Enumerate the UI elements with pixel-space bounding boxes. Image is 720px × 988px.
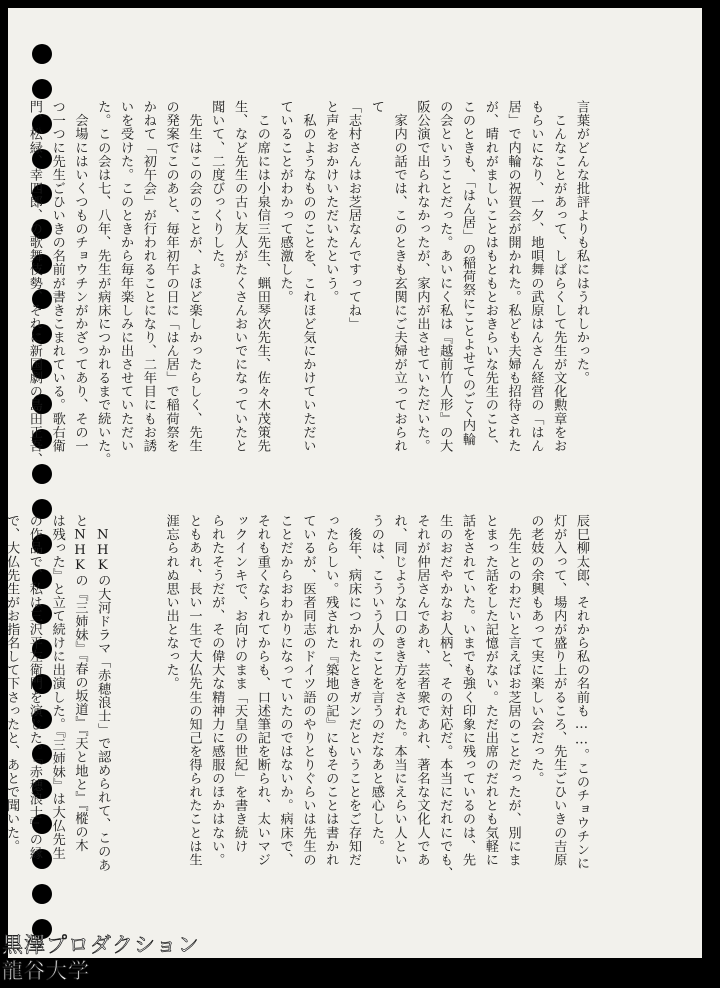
text-line: このときも、「はん居」の稲荷祭にことよせてのごく内輪 — [460, 100, 476, 446]
text-line: とNHKの『三姉妹』『春の坂道』『天と地と』『樅の木 — [72, 514, 88, 852]
text-line: の会ということだった。あいにく私は『越前竹人形』の大 — [437, 100, 453, 453]
text-line: の発案でこのあと、毎年初午の日に「はん居」で稲荷祭を — [163, 100, 179, 453]
text-line: ているが、医者同志のドイツ語のやりとりぐらいは先生の — [300, 514, 316, 867]
text-line: NHKの大河ドラマ「赤穂浪士」で認められて、このあ — [95, 514, 111, 872]
text-line: 辰巳柳太郎、それから私の名前も……。このチョウチンに — [574, 514, 589, 870]
text-line: 家内の話では、このときも玄関にご夫婦が立っておられ — [391, 100, 407, 453]
upper-text-block — [22, 100, 592, 488]
text-line: 話をされていた。いまでも強く印象に残っているのは、先 — [460, 514, 476, 867]
text-line: は残った』と立て続けに出演した。『三姉妹』は大仏先生 — [49, 514, 65, 860]
text-line: の老妓の余興もあって実に楽しい会だった。 — [528, 514, 544, 785]
text-line: 私のようなもののことを、これほど気にかけていただい — [300, 100, 316, 453]
text-line: 門、松緑、幸四郎、の歌舞伎勢、それに新国劇の島田正吾、 — [26, 100, 42, 466]
text-line: た。この会は七、八年、先生が病床につかれるまで続いた。 — [95, 100, 111, 466]
binder-hole-icon — [32, 44, 52, 64]
text-line: 居」で内輪の祝賀会が開かれた。私ども夫婦も招待された — [505, 100, 521, 453]
text-line: ったらしい。残された『築地の記』にもそのことは書かれ — [323, 514, 339, 867]
text-line: られたそうだが、その偉大な精神力に感服のほかはない。 — [209, 514, 225, 867]
lower-text-block — [0, 514, 592, 902]
text-line: うのは、こういう人のことを言うのだなあと感心した。 — [368, 514, 384, 853]
text-line: れ、同じような口のきき方をされた。本当にえらい人とい — [391, 514, 407, 867]
text-line: 言葉がどんな批評よりも私にはうれしかった。 — [574, 100, 589, 385]
blank-line — [113, 514, 136, 902]
text-line: で、大仏先生がお指名して下さったと、あとで聞いた。 — [4, 514, 20, 853]
text-line: それも重くなられてからも、口述筆記を断られ、太いマジ — [254, 514, 270, 867]
watermark-line-1: 黒澤プロダクション — [2, 933, 200, 957]
text-line: 涯忘られぬ思い出となった。 — [163, 514, 179, 691]
text-line: とまった話をした記憶がない。ただ出席のだれとも気軽に — [482, 514, 498, 867]
watermark-line-2: 龍谷大学 — [2, 959, 90, 983]
text-line: 阪公演で出られなかったが、家内が出させていただいた。 — [414, 100, 430, 453]
text-line: 先生とのわだいと言えばお芝居のことだったが、別にま — [505, 514, 521, 867]
book-page — [4, 8, 702, 958]
text-line: それが仲居さんであれ、芸者衆であれ、著名な文化人であ — [414, 514, 430, 867]
text-line: 先生はこの会のことが、よほど楽しかったらしく、先生 — [186, 100, 202, 453]
blank-line — [136, 514, 159, 902]
text-line: 会場にはいくつものチョウチンがかざってあり、その一 — [72, 100, 88, 453]
text-line: と声をおかけいただいたという。 — [323, 100, 339, 304]
text-line: が、晴れがましいことはもともとおきらいな先生のこと、 — [482, 100, 498, 453]
binder-hole-icon — [32, 79, 52, 99]
text-line: こんなことがあって、しばらくして先生が文化勲章をお — [551, 100, 567, 453]
text-line: 聞いて、二度びっくりした。 — [209, 100, 225, 277]
text-line: ていることがわかって感激した。 — [277, 100, 293, 304]
text-line: この席には小泉信三先生、蝋田琴次先生、佐々木茂策先 — [254, 100, 270, 453]
text-line: 後年、病床につかれたときガンだということをご存知だ — [346, 514, 362, 867]
text-line: 灯が入って、場内が盛り上がるころ、先生ごひいきの吉原 — [551, 514, 567, 867]
text-line: 「志村さんはお芝居なんですってね」 — [346, 100, 362, 331]
text-line: 生、など先生の古い友人がたくさんおいでになっていたと — [232, 100, 248, 453]
text-line: かねて「初午会」が行われることになり、二年目にもお誘 — [140, 100, 156, 453]
text-line: もらいになり、一夕、地唄舞の武原はんさん経営の「はん — [528, 100, 544, 453]
text-line: 生のおだやかなお人柄と、その対応だ。本当にだれにでも、 — [437, 514, 453, 880]
text-line: つ一つに先生ごひいきの名前が書きこまれている。歌右衛 — [49, 100, 65, 453]
text-line: ックインキで、お向けのまま「天皇の世紀」を書き続け — [232, 514, 248, 853]
text-line: ともあれ、長い一生で大仏先生の知己を得られたことは生 — [186, 514, 202, 867]
text-line: いを受けた。このときから毎年楽しみに出させていただい — [118, 100, 134, 453]
text-line: の作品で、私は三沢平左衛門を演じた。『赤穂浪士』の縁 — [26, 514, 42, 860]
text-line: ことだからおわかりになっていたのではないか。病床で、 — [277, 514, 293, 867]
text-line: て — [368, 100, 384, 114]
